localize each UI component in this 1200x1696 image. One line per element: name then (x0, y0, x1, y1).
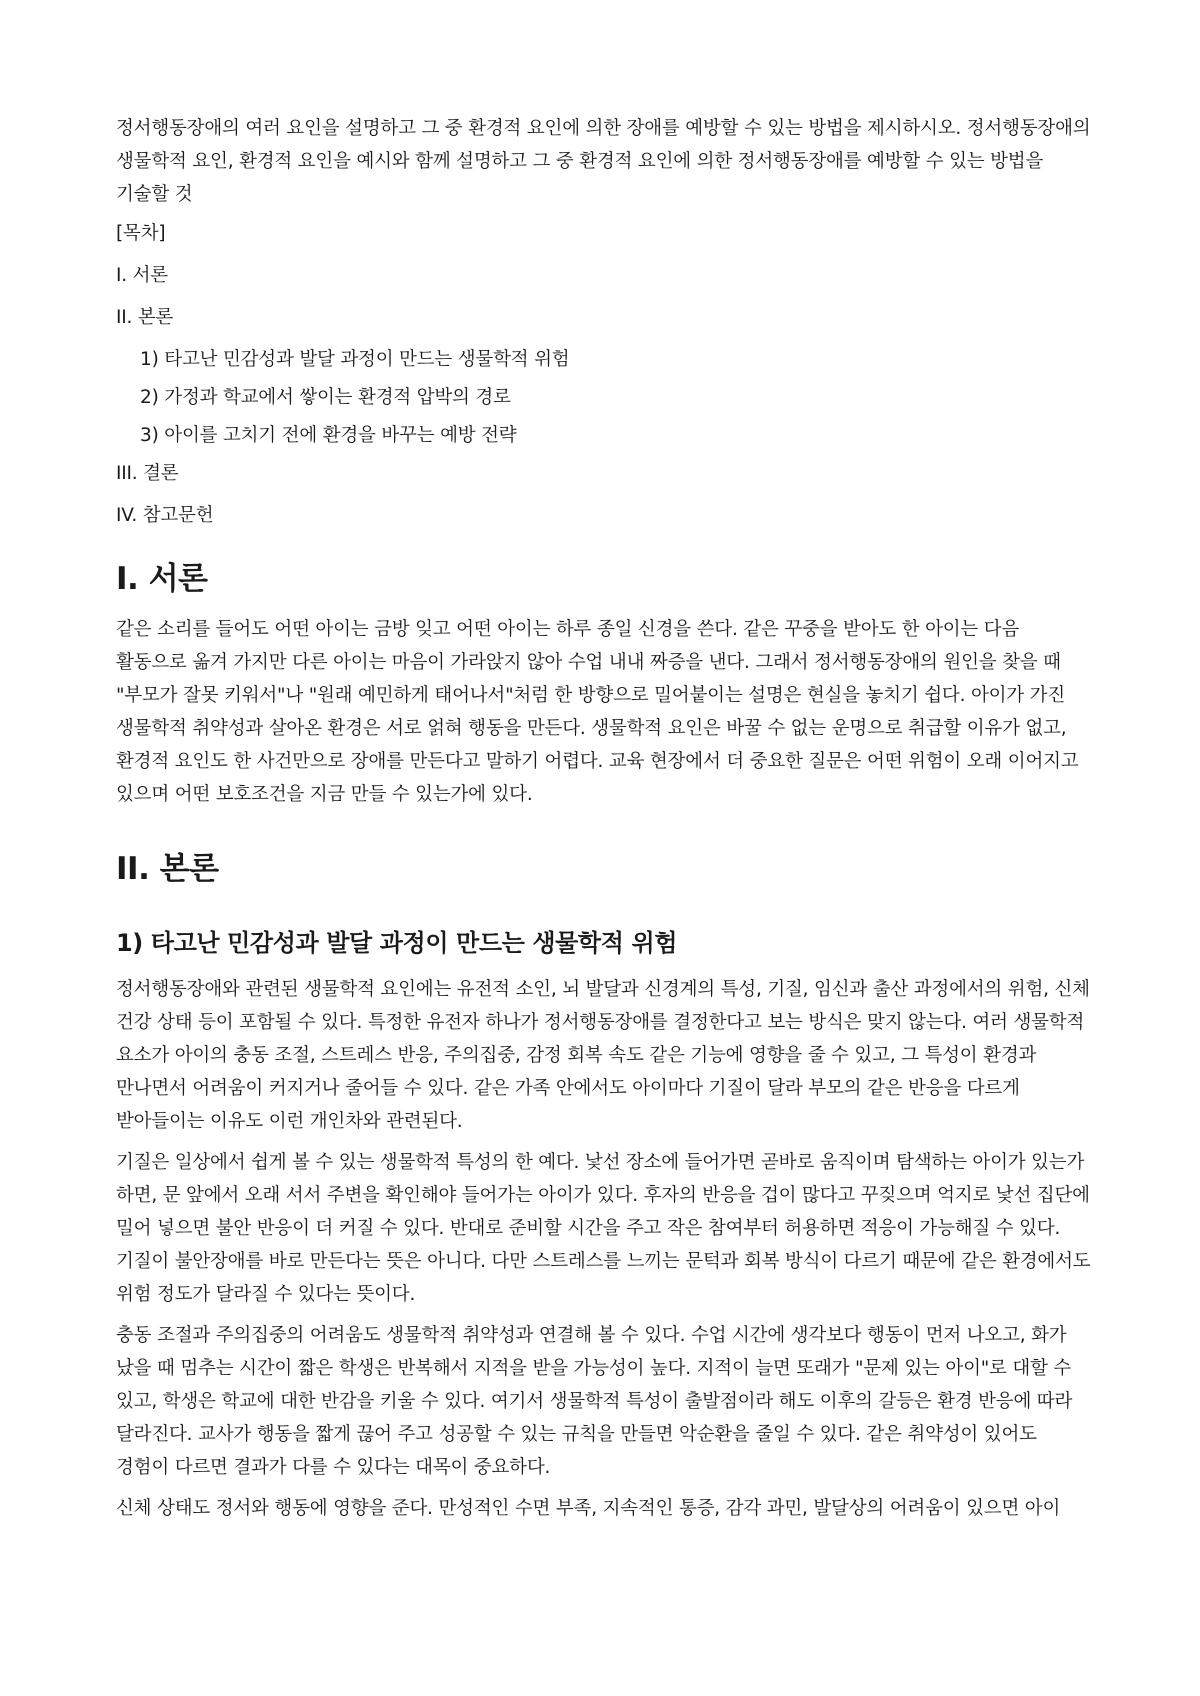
subsection-title-1: 1) 타고난 민감성과 발달 과정이 만드는 생물학적 위험 (116, 929, 678, 957)
toc-item-intro: I. 서론 (116, 265, 168, 286)
toc-subitem-2: 2) 가정과 학교에서 쌓이는 환경적 압박의 경로 (140, 387, 511, 408)
toc-item-references: IV. 참고문헌 (116, 505, 214, 526)
body-paragraph: 충동 조절과 주의집중의 어려움도 생물학적 취약성과 연결해 볼 수 있다. 수업 시간에 생각보다 행동이 먼저 나오고, 화가 났을 때 멈추는 시간이 짧은 학생은 반복해서 지적을 받을 가능성이 높다. 지적이 늘면 또래가 "문제 있는 아이"로 대할 수 있고, 학생은 학교에 대한 반감을 키울 수 있다. 여기서 생물학적 특성이 출발점이라 해도 이후의 갈등은 환경 반응에 따라 달라진다. 교사가 행동을 짧게 끊어 주고 성공할 수 있는 규칙을 만들면 악순환을 줄일 수 있다. 같은 취약성이 있어도 경험이 다르면 결과가 다를 수 있다는 대목이 중요하다. (116, 1325, 1073, 1478)
body-paragraph: 정서행동장애와 관련된 생물학적 요인에는 유전적 소인, 뇌 발달과 신경계의 특성, 기질, 임신과 출산 과정에서의 위험, 신체 건강 상태 등이 포함될 수 있다. 특정한 유전자 하나가 정서행동장애를 결정한다고 보는 방식은 맞지 않는다. 여러 생물학적 요소가 아이의 충동 조절, 스트레스 반응, 주의집중, 감정 회복 속도 같은 기능에 영향을 줄 수 있고, 그 특성이 환경과 만나면서 어려움이 커지거나 줄어들 수 있다. 같은 가족 안에서도 아이마다 기질이 달라 부모의 같은 반응을 다르게 받아들이는 이유도 이런 개인차와 관련된다. (116, 979, 1090, 1132)
toc-subitem-3: 3) 아이를 고치기 전에 환경을 바꾸는 예방 전략 (140, 425, 517, 446)
toc-item-conclusion: III. 결론 (116, 463, 179, 484)
document-page (116, 112, 1094, 1533)
subsection-1-body (116, 973, 1094, 1525)
body-paragraph: 신체 상태도 정서와 행동에 영향을 준다. 만성적인 수면 부족, 지속적인 통증, 감각 과민, 발달상의 어려움이 있으면 아이 (116, 1498, 1061, 1519)
body-paragraph: 기질은 일상에서 쉽게 볼 수 있는 생물학적 특성의 한 예다. 낯선 장소에 들어가면 곧바로 움직이며 탐색하는 아이가 있는가 하면, 문 앞에서 오래 서서 주변을 확인해야 들어가는 아이가 있다. 후자의 반응을 겁이 많다고 꾸짖으며 억지로 낯선 집단에 밀어 넣으면 불안 반응이 더 커질 수 있다. 반대로 준비할 시간을 주고 작은 참여부터 허용하면 적응이 가능해질 수 있다. 기질이 불안장애를 바로 만든다는 뜻은 아니다. 다만 스트레스를 느끼는 문턱과 회복 방식이 다르기 때문에 같은 환경에서도 위험 정도가 달라질 수 있다는 뜻이다. (116, 1152, 1091, 1305)
intro-paragraph: 같은 소리를 들어도 어떤 아이는 금방 잊고 어떤 아이는 하루 종일 신경을 쓴다. 같은 꾸중을 받아도 한 아이는 다음 활동으로 옮겨 가지만 다른 아이는 마음이 가라앉지 않아 수업 내내 짜증을 낸다. 그래서 정서행동장애의 원인을 찾을 때 "부모가 잘못 키워서"나 "원래 예민하게 태어나서"처럼 한 방향으로 밀어붙이는 설명은 현실을 놓치기 쉽다. 아이가 가진 생물학적 취약성과 살아온 환경은 서로 얽혀 행동을 만든다. 생물학적 요인은 바꿀 수 없는 운명으로 취급할 이유가 없고, 환경적 요인도 한 사건만으로 장애를 만든다고 말하기 어렵다. 교육 현장에서 더 중요한 질문은 어떤 위험이 오래 이어지고 있으며 어떤 보호조건을 지금 만들 수 있는가에 있다. (116, 619, 1079, 805)
section-title-body: II. 본론 (116, 851, 219, 887)
toc-heading: [목차] (116, 223, 166, 244)
table-of-contents (116, 219, 1094, 531)
toc-item-body: II. 본론 (116, 307, 174, 328)
section-title-intro: I. 서론 (116, 561, 208, 597)
assignment-prompt: 정서행동장애의 여러 요인을 설명하고 그 중 환경적 요인에 의한 장애를 예방할 수 있는 방법을 제시하시오. 정서행동장애의 생물학적 요인, 환경적 요인을 예시와 함께 설명하고 그 중 환경적 요인에 의한 정서행동장애를 예방할 수 있는 방법을 기술할 것 (116, 118, 1091, 205)
intro-section (116, 613, 1094, 811)
toc-subitem-1: 1) 타고난 민감성과 발달 과정이 만드는 생물학적 위험 (140, 349, 570, 370)
